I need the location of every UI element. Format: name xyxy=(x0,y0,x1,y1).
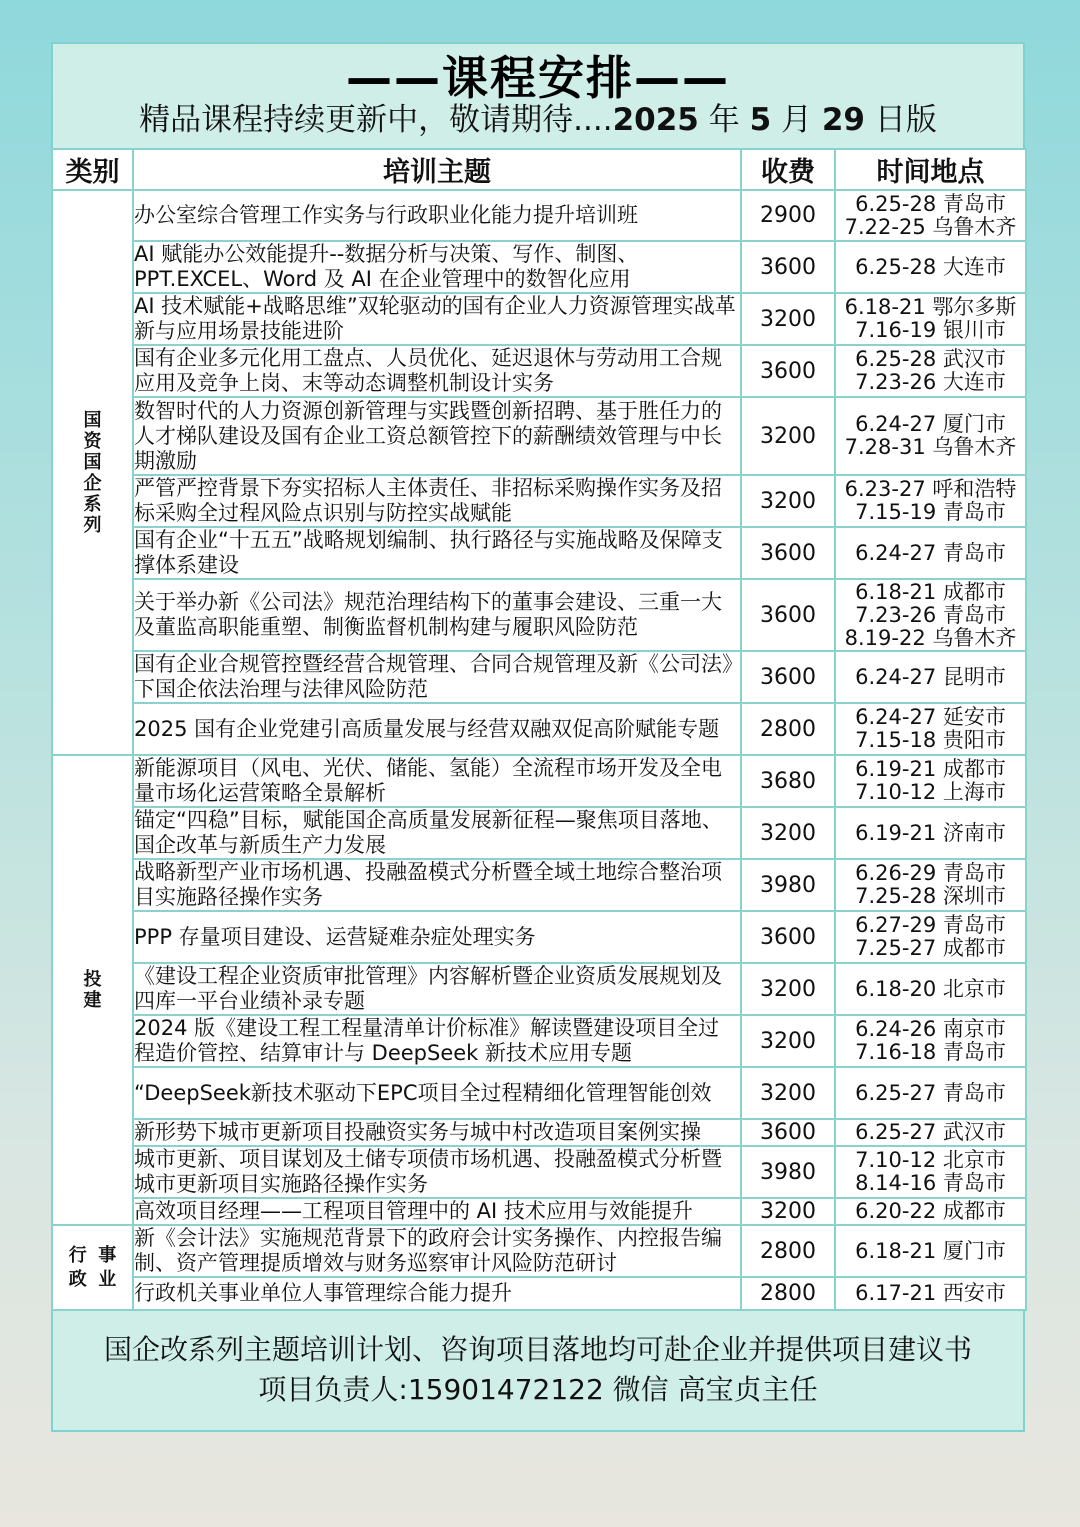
session-time-location: 8.14-16 青岛市 xyxy=(855,1171,1006,1195)
table-row xyxy=(52,397,1026,475)
header-topic: 培训主题 xyxy=(133,149,741,190)
course-fee: 3600 xyxy=(741,241,835,293)
session-time-location: 6.27-29 青岛市 xyxy=(855,913,1006,937)
table-row xyxy=(52,527,1026,579)
session-time-location: 6.24-27 昆明市 xyxy=(855,664,1006,689)
course-topic: 2025 国有企业党建引高质量发展与经营双融双促高阶赋能专题 xyxy=(133,703,741,755)
course-time-location xyxy=(835,475,1026,527)
table-row xyxy=(52,1198,1026,1225)
table-row xyxy=(52,345,1026,397)
session-time-location: 6.20-22 成都市 xyxy=(855,1199,1006,1223)
session-time-location: 7.16-19 银川市 xyxy=(855,318,1006,342)
course-time-location xyxy=(835,963,1026,1015)
session-time-location: 6.24-26 南京市 xyxy=(855,1017,1006,1041)
course-fee: 3980 xyxy=(741,1146,835,1198)
course-topic: 高效项目经理——工程项目管理中的 AI 技术应用与效能提升 xyxy=(133,1198,741,1225)
subtitle-year-unit: 年 xyxy=(698,102,750,138)
header-time-location: 时间地点 xyxy=(835,149,1026,190)
session-time-location: 6.26-29 青岛市 xyxy=(855,861,1006,885)
table-row xyxy=(52,1225,1026,1277)
course-fee: 3600 xyxy=(741,911,835,963)
subtitle-month-unit: 月 xyxy=(771,102,822,138)
course-time-location xyxy=(835,397,1026,475)
session-time-location: 7.25-27 成都市 xyxy=(855,936,1006,960)
course-fee: 3600 xyxy=(741,1119,835,1146)
session-time-location: 7.10-12 北京市 xyxy=(855,1148,1006,1172)
session-time-location: 6.25-27 武汉市 xyxy=(855,1120,1006,1144)
category-label-xingzheng: 行政 xyxy=(68,1244,87,1290)
course-fee: 2800 xyxy=(741,1225,835,1277)
course-topic: 国有企业“十五五”战略规划编制、执行路径与实施战略及保障支撑体系建设 xyxy=(133,527,741,579)
course-fee: 3200 xyxy=(741,397,835,475)
header-fee: 收费 xyxy=(741,149,835,190)
course-topic: 新形势下城市更新项目投融资实务与城中村改造项目案例实操 xyxy=(133,1119,741,1146)
course-fee: 3600 xyxy=(741,651,835,703)
course-fee: 3200 xyxy=(741,1015,835,1067)
course-topic: 行政机关事业单位人事管理综合能力提升 xyxy=(133,1277,741,1310)
subtitle-prefix: 精品课程持续更新中，敬请期待.... xyxy=(139,102,613,138)
course-topic: 关于举办新《公司法》规范治理结构下的董事会建设、三重一大及董监高职能重塑、制衡监督机制构建与履职风险防范 xyxy=(133,579,741,651)
session-time-location: 6.24-27 厦门市 xyxy=(855,412,1006,436)
table-row xyxy=(52,859,1026,911)
course-time-location xyxy=(835,859,1026,911)
category-label: 国资国企系列 xyxy=(83,409,102,536)
session-time-location: 6.18-20 北京市 xyxy=(855,976,1006,1001)
course-fee: 2800 xyxy=(741,703,835,755)
course-topic: PPP 存量项目建设、运营疑难杂症处理实务 xyxy=(133,911,741,963)
table-row xyxy=(52,579,1026,651)
course-time-location xyxy=(835,703,1026,755)
course-topic: 国有企业多元化用工盘点、人员优化、延迟退休与劳动用工合规应用及竞争上岗、末等动态调整机制设计实务 xyxy=(133,345,741,397)
course-topic: 新《会计法》实施规范背景下的政府会计实务操作、内控报告编制、资产管理提质增效与财务巡察审计风险防范研讨 xyxy=(133,1225,741,1277)
table-row xyxy=(52,703,1026,755)
session-time-location: 6.19-21 成都市 xyxy=(855,757,1006,781)
session-time-location: 6.25-28 青岛市 xyxy=(855,191,1006,216)
course-time-location xyxy=(835,579,1026,651)
course-time-location xyxy=(835,807,1026,859)
session-time-location: 6.24-27 延安市 xyxy=(855,705,1006,729)
table-row xyxy=(52,293,1026,345)
page-subtitle xyxy=(53,100,1023,140)
session-time-location: 7.10-12 上海市 xyxy=(855,780,1006,804)
course-time-location xyxy=(835,293,1026,345)
table-row xyxy=(52,911,1026,963)
schedule-body xyxy=(52,190,1026,1310)
session-time-location: 8.19-22 乌鲁木齐 xyxy=(844,625,1017,650)
footer xyxy=(51,1304,1025,1432)
table-header-row xyxy=(52,149,1026,190)
course-fee: 2900 xyxy=(741,190,835,241)
session-time-location: 7.15-18 贵阳市 xyxy=(855,728,1006,752)
course-fee: 3200 xyxy=(741,963,835,1015)
subtitle-month: 5 xyxy=(749,102,772,138)
category-label-shiye: 事业 xyxy=(98,1244,117,1290)
course-time-location xyxy=(835,755,1026,807)
course-topic: 国有企业合规管控暨经营合规管理、合同合规管理及新《公司法》下国企依法治理与法律风险防范 xyxy=(133,651,741,703)
category-xingzheng-shiye xyxy=(52,1225,133,1310)
course-topic: 数智时代的人力资源创新管理与实践暨创新招聘、基于胜任力的人才梯队建设及国有企业工资总额管控下的薪酬绩效管理与中长期激励 xyxy=(133,397,741,475)
course-time-location xyxy=(835,651,1026,703)
course-topic: AI 赋能办公效能提升--数据分析与决策、写作、制图、PPT.EXCEL、Word 及 AI 在企业管理中的数智化应用 xyxy=(133,241,741,293)
course-time-location xyxy=(835,1119,1026,1146)
schedule-table xyxy=(51,148,1027,1311)
table-row xyxy=(52,1067,1026,1119)
course-fee: 3200 xyxy=(741,293,835,345)
course-fee: 3200 xyxy=(741,1067,835,1119)
course-fee: 3200 xyxy=(741,475,835,527)
session-time-location: 6.19-21 济南市 xyxy=(855,820,1006,845)
course-time-location xyxy=(835,1225,1026,1277)
course-topic: 办公室综合管理工作实务与行政职业化能力提升培训班 xyxy=(133,190,741,241)
table-row xyxy=(52,755,1026,807)
footer-note: 国企改系列主题培训计划、咨询项目落地均可赴企业并提供项目建议书 xyxy=(103,1333,972,1366)
table-row xyxy=(52,475,1026,527)
course-topic: 城市更新、项目谋划及土储专项债市场机遇、投融盈模式分析暨城市更新项目实施路径操作实务 xyxy=(133,1146,741,1198)
course-topic: 2024 版《建设工程工程量清单计价标准》解读暨建设项目全过程造价管控、结算审计与 DeepSeek 新技术应用专题 xyxy=(133,1015,741,1067)
course-time-location xyxy=(835,1146,1026,1198)
table-row xyxy=(52,963,1026,1015)
table-row xyxy=(52,241,1026,293)
course-topic: 新能源项目（风电、光伏、储能、氢能）全流程市场开发及全电量市场化运营策略全景解析 xyxy=(133,755,741,807)
course-fee: 3200 xyxy=(741,1198,835,1225)
footer-contact: 项目负责人:15901472122 微信 高宝贞主任 xyxy=(258,1373,818,1406)
subtitle-year: 2025 xyxy=(612,102,699,138)
table-row xyxy=(52,1015,1026,1067)
course-fee: 3600 xyxy=(741,345,835,397)
course-time-location xyxy=(835,527,1026,579)
course-time-location xyxy=(835,1198,1026,1225)
session-time-location: 6.25-28 大连市 xyxy=(855,254,1006,279)
course-topic: “DeepSeek新技术驱动下EPC项目全过程精细化管理智能创效 xyxy=(133,1067,741,1119)
session-time-location: 7.28-31 乌鲁木齐 xyxy=(844,435,1017,459)
course-time-location xyxy=(835,911,1026,963)
table-row xyxy=(52,1119,1026,1146)
course-fee: 3680 xyxy=(741,755,835,807)
session-time-location: 7.23-26 青岛市 xyxy=(855,602,1006,627)
session-time-location: 7.25-28 深圳市 xyxy=(855,884,1006,908)
table-row xyxy=(52,807,1026,859)
course-time-location xyxy=(835,241,1026,293)
category-label: 投建 xyxy=(83,969,102,1011)
table-row xyxy=(52,1146,1026,1198)
header-category: 类别 xyxy=(52,149,133,190)
course-fee: 3600 xyxy=(741,527,835,579)
course-topic: 严管严控背景下夯实招标人主体责任、非招标采购操作实务及招标采购全过程风险点识别与防控实战赋能 xyxy=(133,475,741,527)
session-time-location: 6.23-27 呼和浩特 xyxy=(844,477,1017,501)
session-time-location: 7.23-26 大连市 xyxy=(855,370,1006,394)
session-time-location: 6.25-28 武汉市 xyxy=(855,347,1006,371)
session-time-location: 6.24-27 青岛市 xyxy=(855,540,1006,565)
table-row xyxy=(52,190,1026,241)
session-time-location: 6.17-21 西安市 xyxy=(855,1281,1006,1305)
session-time-location: 7.16-18 青岛市 xyxy=(855,1040,1006,1064)
session-time-location: 7.15-19 青岛市 xyxy=(855,500,1006,524)
course-topic: 《建设工程企业资质审批管理》内容解析暨企业资质发展规划及四库一平台业绩补录专题 xyxy=(133,963,741,1015)
course-time-location xyxy=(835,345,1026,397)
course-topic: 战略新型产业市场机遇、投融盈模式分析暨全域土地综合整治项目实施路径操作实务 xyxy=(133,859,741,911)
course-time-location xyxy=(835,1067,1026,1119)
session-time-location: 6.18-21 成都市 xyxy=(855,579,1006,604)
table-row xyxy=(52,651,1026,703)
course-topic: 锚定“四稳”目标，赋能国企高质量发展新征程—聚焦项目落地、国企改革与新质生产力发展 xyxy=(133,807,741,859)
course-fee: 2800 xyxy=(741,1277,835,1310)
subtitle-day-unit: 日版 xyxy=(865,102,937,138)
session-time-location: 6.25-27 青岛市 xyxy=(855,1080,1006,1105)
course-time-location xyxy=(835,1015,1026,1067)
category-guozi xyxy=(52,190,133,755)
category-toujian xyxy=(52,755,133,1225)
course-fee: 3200 xyxy=(741,807,835,859)
session-time-location: 6.18-21 鄂尔多斯 xyxy=(844,295,1017,319)
subtitle-day: 29 xyxy=(821,102,865,138)
course-topic: AI 技术赋能+战略思维”双轮驱动的国有企业人力资源管理实战革新与应用场景技能进阶 xyxy=(133,293,741,345)
session-time-location: 7.22-25 乌鲁木齐 xyxy=(844,214,1017,239)
course-time-location xyxy=(835,190,1026,241)
page-title: ——课程安排—— xyxy=(346,51,730,105)
course-fee: 3980 xyxy=(741,859,835,911)
course-fee: 3600 xyxy=(741,579,835,651)
session-time-location: 6.18-21 厦门市 xyxy=(855,1238,1006,1263)
